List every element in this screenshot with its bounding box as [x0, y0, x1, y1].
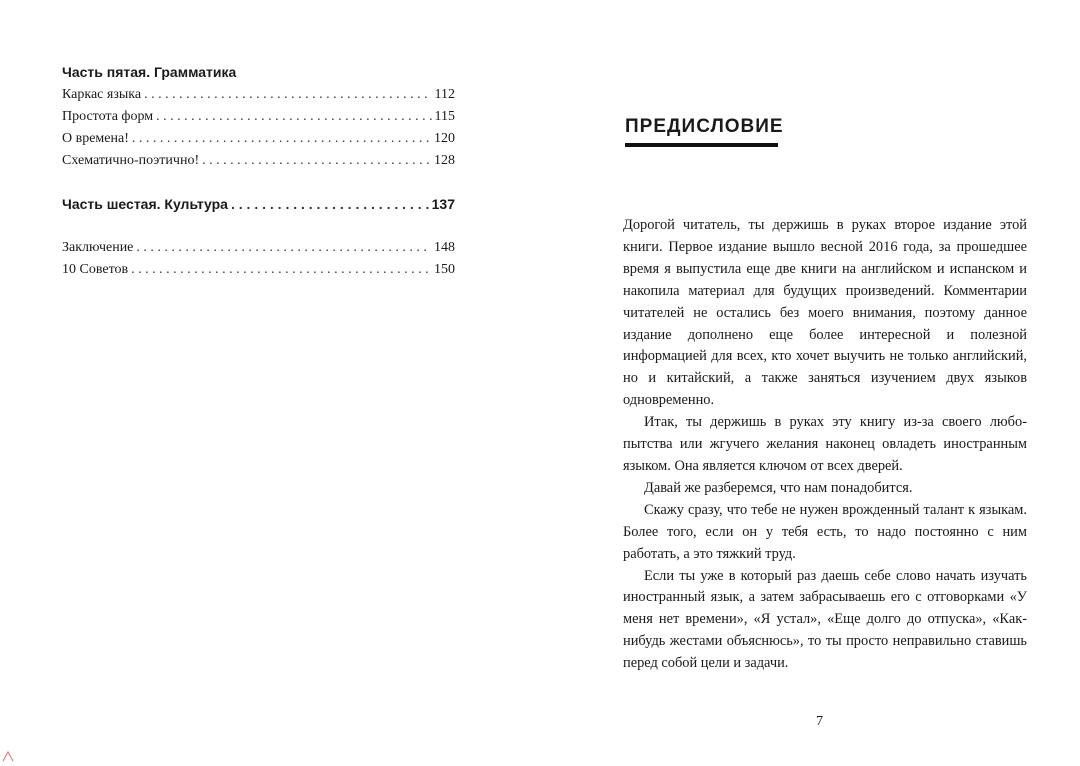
toc-entry[interactable] — [62, 86, 455, 104]
toc-entry-title: Каркас языка — [62, 87, 142, 102]
toc-leader-dots — [144, 86, 431, 104]
paragraph: Скажу сразу, что тебе не нужен врожденный талант к языкам. Более того, если он у тебя есть, то надо постоянно с ним работать, а это тяжкий труд. — [623, 501, 1027, 562]
corner-mark-icon — [2, 750, 14, 762]
paragraph: Давай же разберемся, что нам понадобится. — [644, 479, 913, 496]
toc-leader-dots — [132, 130, 431, 148]
toc-entry-page: 150 — [434, 262, 455, 277]
toc-leader-dots — [202, 152, 431, 170]
toc-entry-page: 137 — [431, 196, 455, 212]
title-underline — [625, 143, 778, 147]
toc-entry-page: 115 — [434, 109, 455, 124]
right-page — [540, 0, 1080, 766]
toc-entry[interactable] — [62, 261, 455, 279]
toc-entry[interactable] — [62, 108, 455, 126]
toc-entry[interactable] — [62, 239, 455, 257]
page-number: 7 — [816, 714, 823, 729]
toc-entry[interactable] — [62, 130, 455, 148]
preface-body — [623, 215, 1027, 675]
page-title: ПРЕДИСЛОВИЕ — [625, 116, 784, 137]
toc-leader-dots — [136, 239, 431, 257]
toc-entry-title: Простота форм — [62, 109, 154, 124]
paragraph: Дорогой читатель, ты держишь в руках второе издание этой книги. Первое издание вышло весной 2016 года, за прошедшее время я выпустила еще две книги на английском и испанском и накопила материал для будущих произведений. Комментарии читателей не остались без моего внимания, поэтому данное издание дополнено еще более интересной и полезной информацией для всех, кто хочет выучить не только английский, но и китайский, а также заняться изучением двух языков одновременно. — [623, 217, 1027, 409]
toc-entry-title: Схематично-поэтично! — [62, 153, 200, 168]
toc-leader-dots — [231, 195, 429, 213]
toc-entry-title: О времена! — [62, 131, 129, 146]
toc-leader-dots — [131, 261, 431, 279]
toc-leader-dots — [156, 108, 431, 126]
paragraph: Если ты уже в который раз даешь себе слово начать изучать иностранный язык, а затем забрасываешь его с отговорками «У меня нет времени», «Я устал», «Еще долго до отпуска», «Как-нибудь жестами объяснюсь», то ты просто неправильно ставишь перед собой цели и задачи. — [623, 567, 1027, 672]
toc-entry-page: 128 — [434, 153, 455, 168]
paragraph: Итак, ты держишь в руках эту книгу из-за своего любопытства или жгучего желания наконец овладеть иностранным языком. Она является ключом от всех дверей. — [623, 414, 1027, 474]
toc-entry-page: 120 — [434, 131, 455, 146]
toc-entry[interactable] — [62, 152, 455, 170]
toc-entry-page: 148 — [434, 240, 455, 255]
toc-part5-heading: Часть пятая. Грамматика — [62, 64, 237, 80]
toc-part6-entry[interactable] — [62, 195, 455, 213]
toc-entry-page: 112 — [434, 87, 455, 102]
toc-entry-title: 10 Советов — [62, 262, 129, 277]
toc-entry-title: Заключение — [62, 240, 134, 255]
toc-entry-title: Часть шестая. Культура — [62, 196, 228, 212]
